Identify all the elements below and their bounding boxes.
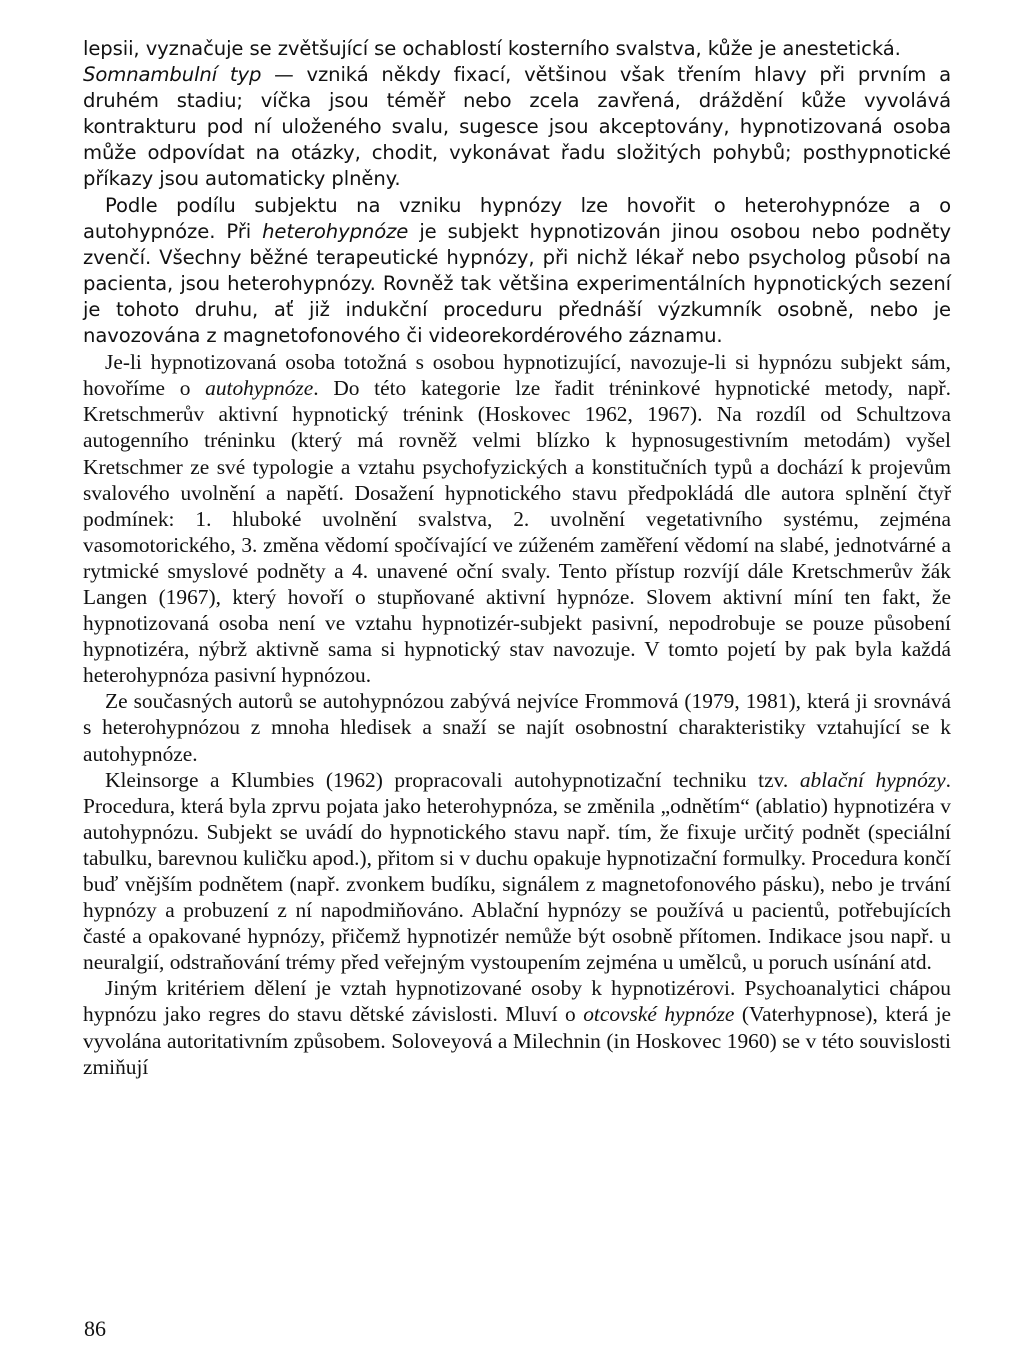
- paragraph-4: [83, 349, 951, 688]
- term-heterohypnoze: heterohypnóze: [262, 219, 409, 243]
- paragraph-4-text-a: Je-li hypnotizovaná osoba totožná s osobou hypnotizující, navozuje-li si hypnózu subjekt sám, hovoříme o: [83, 350, 951, 401]
- paragraph-2: [83, 62, 951, 192]
- paragraph-7: [83, 975, 951, 1079]
- paragraph-1-text: lepsii, vyznačuje se zvětšující se ochablostí kosterního svalstva, kůže je anestetická.: [83, 37, 901, 60]
- paragraph-6: [83, 767, 951, 976]
- paragraph-5: [83, 688, 951, 766]
- paragraph-3: [83, 193, 951, 350]
- paragraph-5-text: Ze současných autorů se autohypnózou zabývá nejvíce Frommová (1979, 1981), která ji srovnává s heterohypnózou z mnoha hledisek a snaží se najít osobnostní charakteristiky vztahující se k autohypnóze.: [83, 689, 951, 766]
- page-body: [83, 36, 951, 1080]
- term-otcovske-hypnoze: otcovské hypnóze: [583, 1002, 735, 1027]
- term-somnambulni-typ: Somnambulní typ: [83, 63, 262, 87]
- paragraph-2-text: — vzniká někdy fixací, většinou však třením hlavy při prvním a druhém stadiu; víčka jsou téměř nebo zcela zavřená, dráždění kůže vyvolává kontrakturu pod ní uloženého svalu, sugesce jsou akceptovány, hypnotizovaná osoba může odpovídat na otázky, chodit, vykonávat řadu složitých pohybů; posthypnotické příkazy jsou automaticky plněny.: [83, 63, 951, 191]
- paragraph-7-text-a: Jiným kritériem dělení je vztah hypnotizované osoby k hypnotizérovi. Psychoanalytici chápou hypnózu jako regres do stavu dětské závislosti. Mluví o: [83, 976, 951, 1027]
- paragraph-1: [83, 36, 951, 62]
- paragraph-6-text-a: Kleinsorge a Klumbies (1962) propracovali autohypnotizační techniku tzv.: [105, 767, 800, 792]
- paragraph-7-text-b: (Vaterhypnose), která je vyvolána autoritativním způsobem. Soloveyová a Milechnin (in Hoskovec 1960) se v této souvislosti zmiňují: [83, 1002, 952, 1079]
- paragraph-4-text-b: . Do této kategorie lze řadit tréninkové hypnotické metody, např. Kretschmerův aktivní hypnotický trénink (Hoskovec 1962, 1967). Na rozdíl od Schultzova autogenního tréninku (který má rovněž velmi blízko k hypnosugestivním metodám) vyšel Kretschmer ze své typologie a vztahu psychofyzických a konstitučních typů a dochází k projevům svalového uvolnění a napětí. Dosažení hypnotického stavu předpokládá dle autora splnění čtyř podmínek: 1. hluboké uvolnění svalstva, 2. uvolnění vegetativního systému, zejména vasomotorického, 3. změna vědomí spočívající ve zúženém zaměření vědomí na slabé, jednotvárné a rytmické smyslové podněty a 4. unavené oční svaly. Tento přístup rozvíjí dále Kretschmerův žák Langen (1967), který hovoří o stupňované aktivní hypnóze. Slovem aktivní míní ten fakt, že hypnotizovaná osoba není ve vztahu hypnotizér-subjekt pasivní, nepodrobuje se pouze působení hypnotizéra, nýbrž aktivně sama si hypnotický stav navozuje. V tomto pojetí by pak byla každá heterohypnóza pasivní hypnózou.: [83, 376, 951, 688]
- page-number: 86: [84, 1316, 106, 1341]
- paragraph-3-text-b: je subjekt hypnotizován jinou osobou nebo podněty zvenčí. Všechny běžné terapeutické hypnózy, při nichž lékař nebo psycholog působí na pacienta, jsou heterohypnózy. Rovněž tak většina experimentálních hypnotických sezení je tohoto druhu, ať již indukční proceduru přednáší výzkumník osobně, nebo je navozována z magnetofonového či videorekordérového záznamu.: [83, 219, 951, 348]
- term-autohypnoze: autohypnóze: [205, 376, 314, 401]
- paragraph-6-text-b: . Procedura, která byla zprvu pojata jako heterohypnóza, se změnila „odnětím“ (ablatio) hypnotizéra v autohypnózu. Subjekt se uvádí do hypnotického stavu např. tím, že fixuje určitý podnět (speciální tabulku, barevnou kuličku apod.), přitom si v duchu opakuje hypnotizační formulky. Procedura končí buď vnějším podnětem (např. zvonkem budíku, signálem z magnetofonového pásku), nebo je trvání hypnózy a probuzení z ní napodmiňováno. Ablační hypnózy se používá u pacientů, potřebujících časté a opakované hypnózy, přičemž hypnotizér nemůže být osobně přítomen. Indikace jsou např. u neuralgií, odstraňování trémy před veřejným vystoupením zejména u umělců, u poruch usínání atd.: [83, 767, 951, 975]
- term-ablacni-hypnozy: ablační hypnózy: [799, 767, 946, 792]
- paragraph-3-text-a: Podle podílu subjektu na vzniku hypnózy lze hovořit o heterohypnóze a o autohypnóze. Při: [83, 193, 951, 243]
